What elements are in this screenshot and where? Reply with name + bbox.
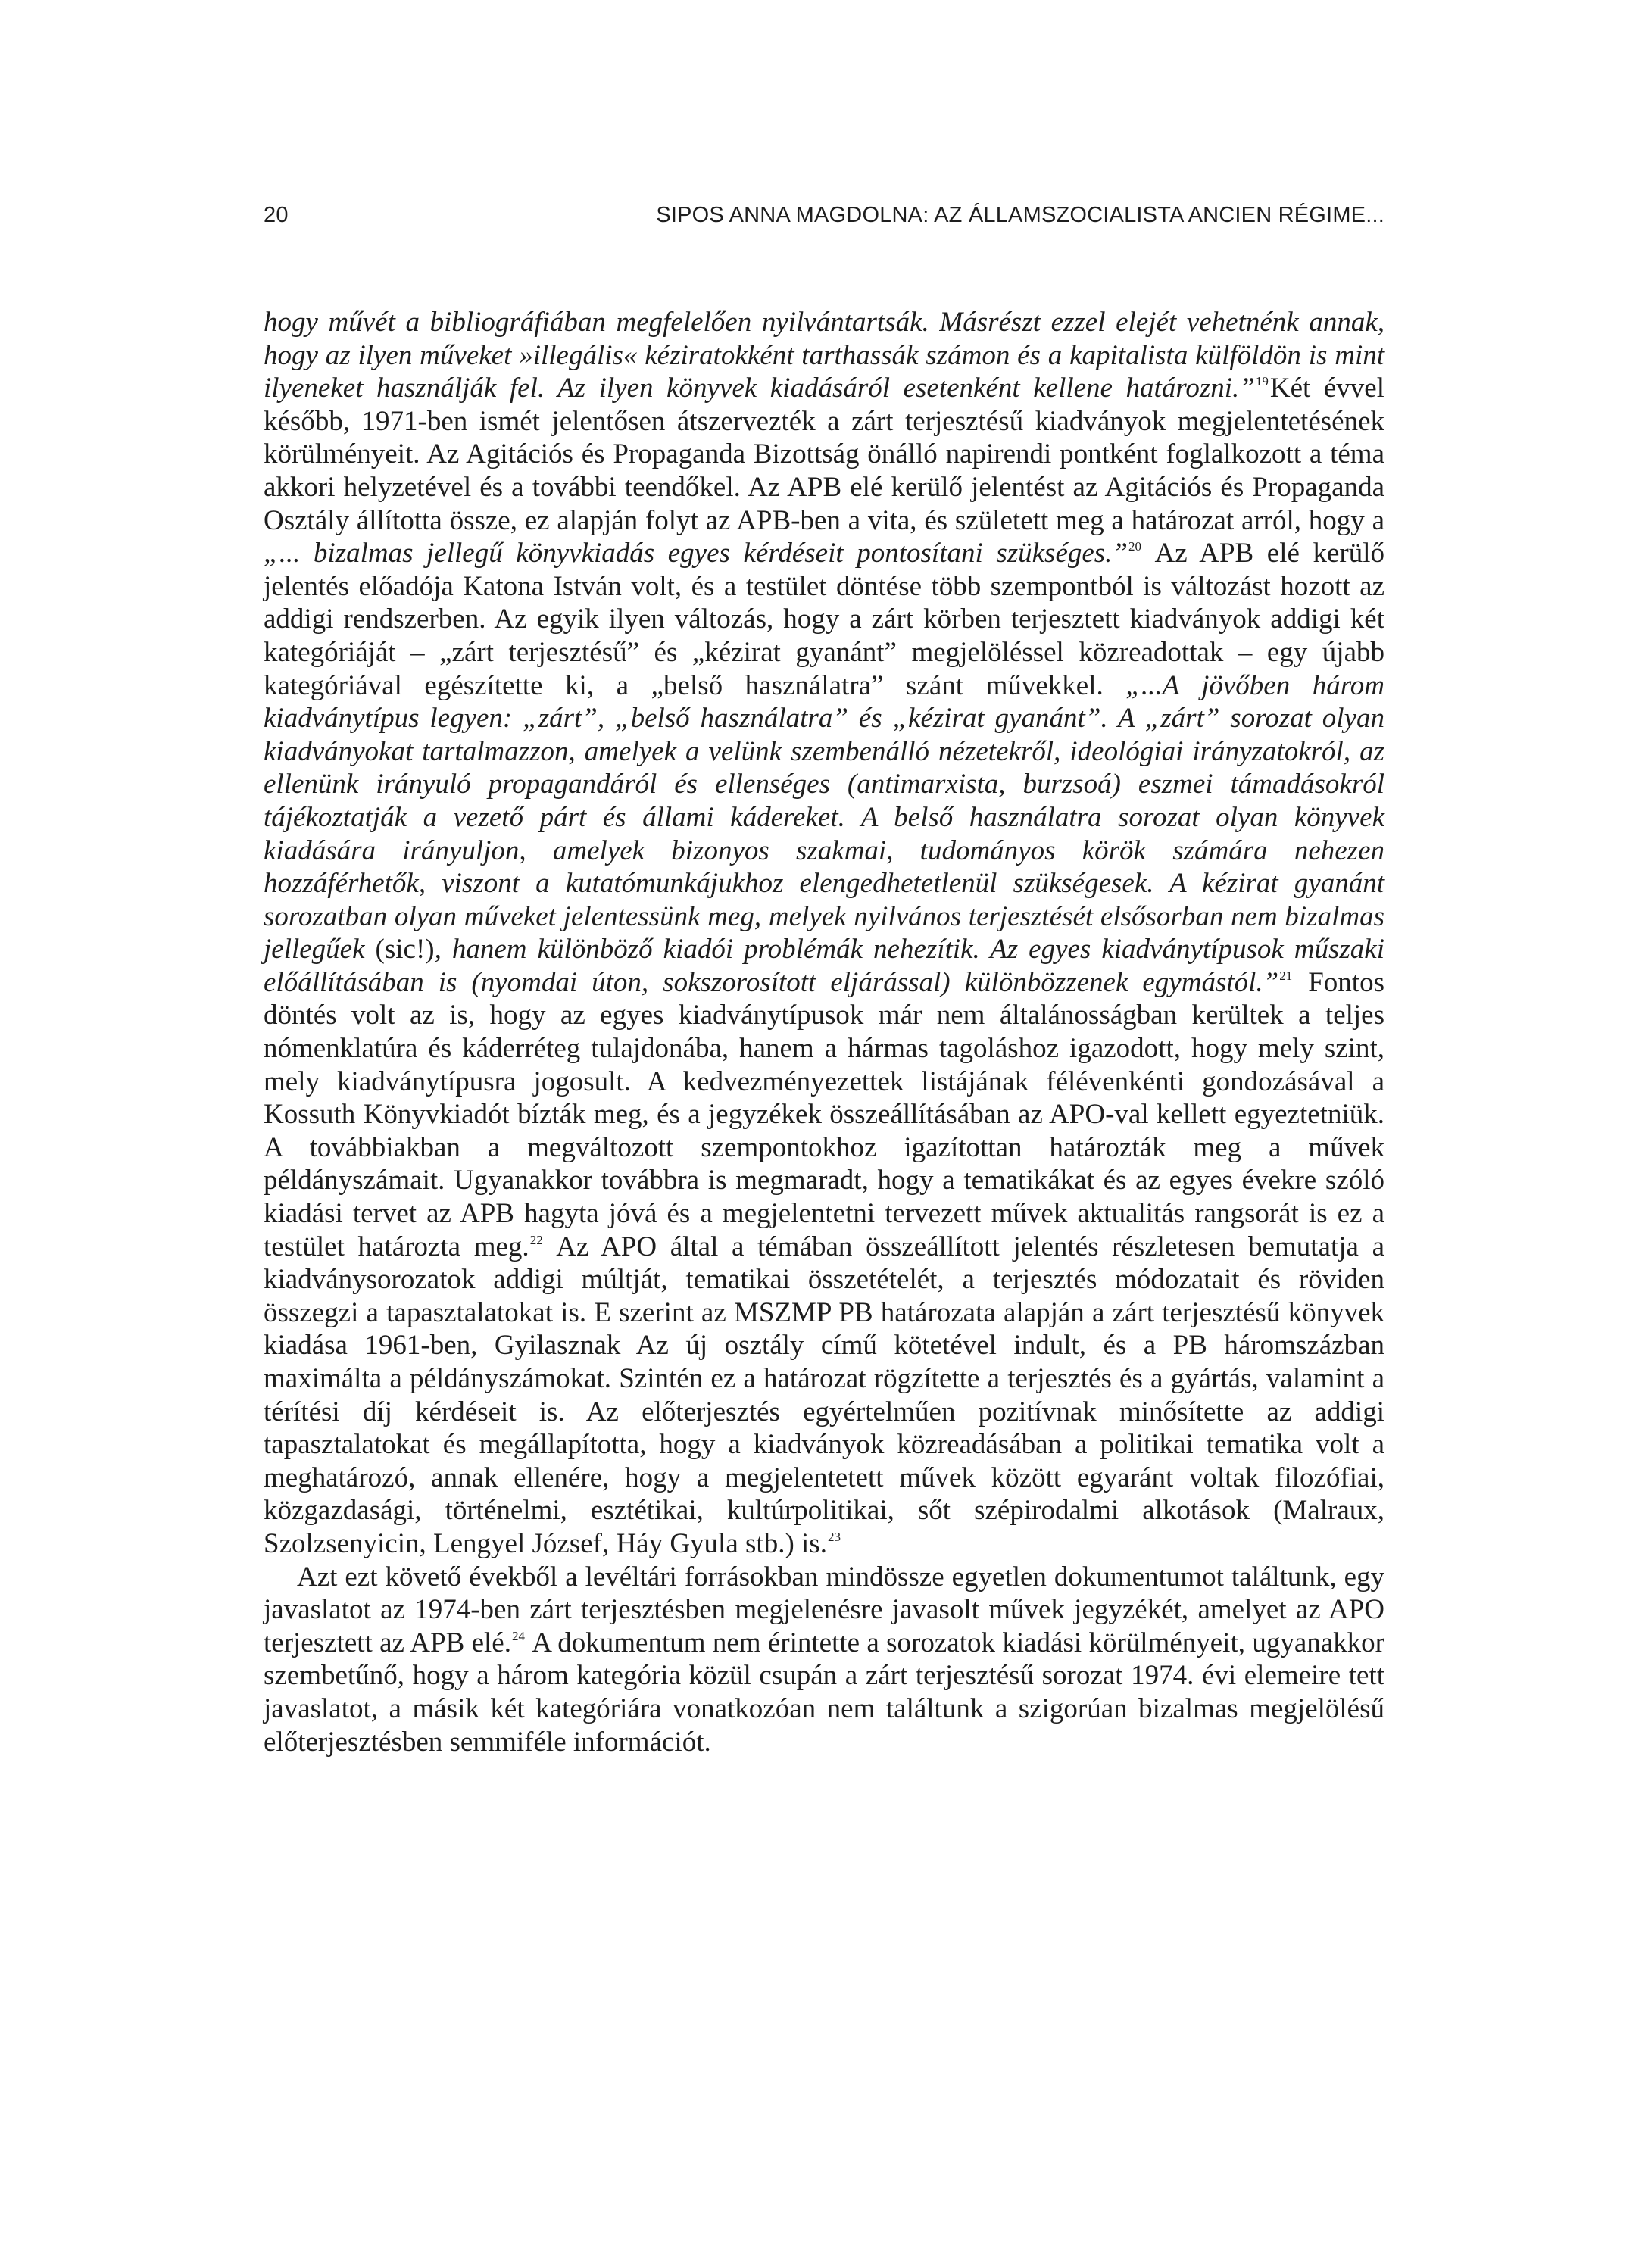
paragraph-continuation (264, 306, 1384, 1561)
body-text-run: Az APB elé kerülő jelentés előadója Katona István volt, és a testület döntése több szempontból is változást hozott az addigi rendszerben. Az egyik ilyen változás, hogy a zárt körben terjesztett kiadványok addigi két kategóriáját – „zárt terjesztésű” és „kézirat gyanánt” megjelöléssel közreadottak – egy újabb kategóriával egészítette ki, a „belső használatra” szánt művekkel. (264, 538, 1384, 701)
footnote-marker: 22 (529, 1232, 543, 1247)
body-text (264, 306, 1384, 1758)
running-head: SIPOS ANNA MAGDOLNA: AZ ÁLLAMSZOCIALISTA ANCIEN RÉGIME... (656, 203, 1384, 227)
body-text-run: (sic!) (375, 934, 435, 966)
body-text-run: Két évvel később, 1971-ben ismét jelentősen átszervezték a zárt terjesztésű kiadványok megjelentetésének körülményeit. Az Agitációs és Propaganda Bizottság önálló napirendi pontként foglalkozott a téma akkori helyzetével és a további teendőkel. Az APB elé kerülő jelentést az Agitációs és Propaganda Osztály állította össze, ez alapján folyt az APB-ben a vita, és született meg a határozat arról, hogy a (264, 373, 1384, 536)
footnote-marker: 23 (827, 1529, 841, 1544)
footnote-marker: 19 (1255, 374, 1269, 389)
quoted-text: hogy művét a bibliográfiában megfelelően nyilvántartsák. Másrészt ezzel elejét vehetnénk annak, hogy az ilyen műveket »illegális« kéziratokként tarthassák számon és a kapitalista külföldön is mint ilyeneket használják fel. Az ilyen könyvek kiadásáról esetenként kellene határozni.” (264, 307, 1384, 404)
paragraph (264, 1561, 1384, 1759)
quoted-text: , hanem különböző kiadói problémák nehezítik. Az egyes kiadványtípusok műszaki előállításában is (nyomdai úton, sokszorosított eljárással) különbözzenek egymástól.” (264, 934, 1384, 998)
page-header (264, 203, 1384, 233)
body-text-run: A dokumentum nem érintette a sorozatok kiadási körülményeit, ugyanakkor szembetűnő, hogy a három kategória közül csupán a zárt terjesztésű sorozat 1974. évi elemeire tett javaslatot, a másik két kategóriára vonatkozóan nem találtunk a szigorúan bizalmas megjelölésű előterjesztésben semmiféle információt. (264, 1627, 1384, 1758)
body-text-run: Az APO által a témában összeállított jelentés részletesen bemutatja a kiadványsorozatok addigi múltját, tematikai összetételét, a terjesztés módozatait és röviden összegzi a tapasztalatokat is. E szerint az MSZMP PB határozata alapján a zárt terjesztésű könyvek kiadása 1961-ben, Gyilasznak Az új osztály című kötetével indult, és a PB háromszázban maximálta a példányszámokat. Szintén ez a határozat rögzítette a terjesztés és a gyártás, valamint a térítési díj kérdéseit is. Az előterjesztés egyértelműen pozitívnak minősítette az addigi tapasztalatokat és megállapította, hogy a kiadványok közreadásában a politikai tematika volt a meghatározó, annak ellenére, hogy a megjelentetett művek között egyaránt voltak filozófiai, közgazdasági, történelmi, esztétikai, kultúrpolitikai, sőt szépirodalmi alkotások (Malraux, Szolzsenyicin, Lengyel József, Háy Gyula stb.) is. (264, 1231, 1385, 1559)
page-number: 20 (264, 203, 289, 227)
footnote-marker: 24 (511, 1628, 525, 1643)
footnote-marker: 21 (1279, 968, 1293, 983)
body-text-run: Azt ezt követő évekből a levéltári forrásokban mindössze egyetlen dokumentumot találtunk, egy javaslatot az 1974-ben zárt terjesztésben megjelenésre javasolt művek jegyzékét, amelyet az APO terjesztett az APB elé. (264, 1561, 1384, 1658)
footnote-marker: 20 (1128, 539, 1142, 554)
body-text-run: Fontos döntés volt az is, hogy az egyes kiadványtípusok már nem általánosságban kerültek a teljes nómenklatúra és káderréteg tulajdonába, hanem a hármas tagoláshoz igazodott, hogy mely szint, mely kiadványtípusra jogosult. A kedvezményezettek listájának félévenkénti gondozásával a Kossuth Könyvkiadót bízták meg, és a jegyzékek összeállításában az APO-val kellett egyeztetniük. A továbbiakban a megváltozott szempontokhoz igazítottan határozták meg a művek példányszámait. Ugyanakkor továbbra is megmaradt, hogy a tematikákat és az egyes évekre szóló kiadási tervet az APB hagyta jóvá és a megjelentetni tervezett művek aktualitás rangsorát is ez a testület határozta meg. (264, 966, 1384, 1262)
quoted-text: „... bizalmas jellegű könyvkiadás egyes kérdéseit pontosítani szükséges.” (264, 538, 1128, 569)
quoted-text: „...A jövőben három kiadványtípus legyen: „zárt”, „belső használatra” és „kézirat gyanánt”. A „zárt” sorozat olyan kiadványokat tartalmazzon, amelyek a velünk szembenálló nézetekről, ideológiai irányzatokról, az ellenünk irányuló propagandáról és ellenséges (antimarxista, burzsoá) eszmei támadásokról tájékoztatják a vezető párt és állami kádereket. A belső használatra sorozat olyan könyvek kiadására irányuljon, amelyek bizonyos szakmai, tudományos körök számára nehezen hozzáférhetők, viszont a kutatómunkájukhoz elengedhetetlenül szükségesek. A kézirat gyanánt sorozatban olyan műveket jelentessünk meg, melyek nyilvános terjesztését elsősorban nem bizalmas jellegűek (264, 669, 1384, 966)
